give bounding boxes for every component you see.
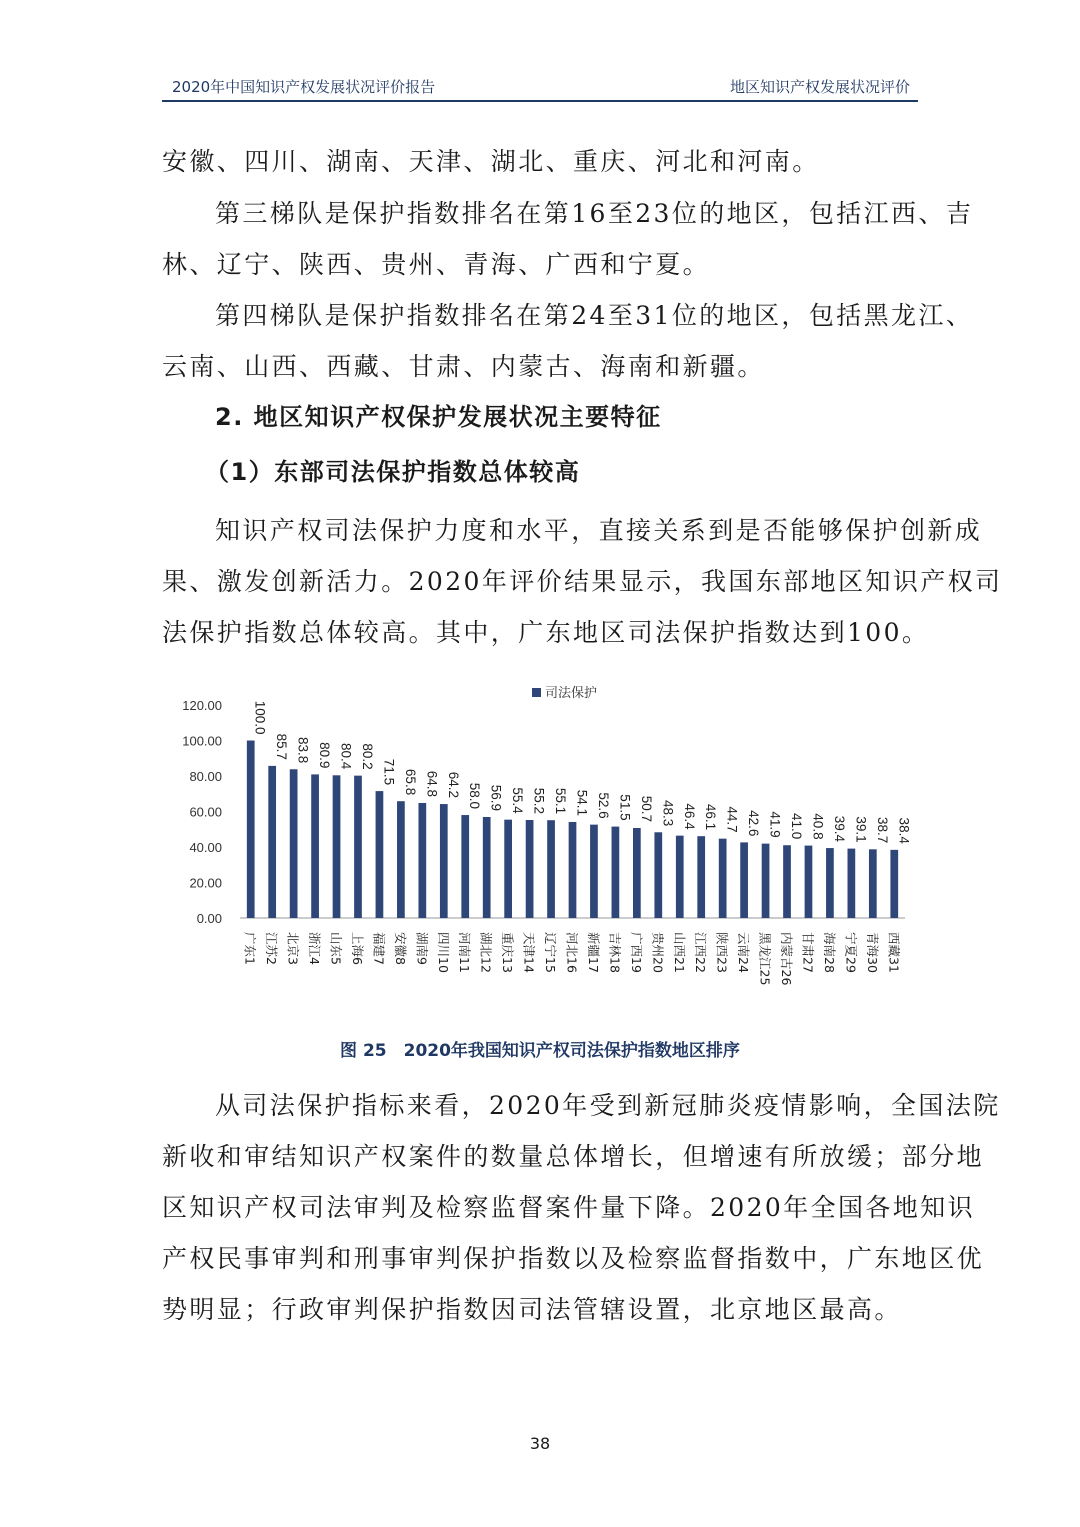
- category-label: 江西22: [693, 932, 709, 973]
- category-label: 内蒙古26: [779, 932, 795, 986]
- bar-value-label: 38.4: [896, 817, 912, 844]
- bar: [569, 822, 577, 918]
- bar-value-label: 64.8: [424, 770, 440, 797]
- bar: [526, 820, 534, 918]
- category-label: 西藏31: [886, 932, 902, 973]
- bar-value-label: 39.4: [831, 815, 847, 843]
- category-label: 山东5: [328, 932, 344, 965]
- bar: [890, 850, 898, 918]
- bar: [418, 803, 426, 918]
- category-label: 陕西23: [714, 932, 730, 973]
- y-tick-label: 80.00: [189, 769, 222, 784]
- category-label: 四川10: [435, 932, 451, 973]
- category-label: 黑龙江25: [757, 932, 773, 986]
- y-tick-label: 0.00: [196, 911, 222, 926]
- text-line: 果、激发创新活力。2020年评价结果显示，我国东部地区知识产权司: [162, 567, 1003, 596]
- y-tick-label: 40.00: [189, 840, 222, 855]
- text-line: 云南、山西、西藏、甘肃、内蒙古、海南和新疆。: [162, 352, 765, 381]
- category-label: 山西21: [671, 932, 687, 973]
- bar: [869, 849, 877, 918]
- bar-value-label: 64.2: [445, 771, 461, 799]
- bar: [290, 769, 298, 918]
- bar: [354, 776, 362, 918]
- bar: [612, 827, 620, 918]
- category-label: 江苏2: [264, 932, 280, 965]
- bar-value-label: 54.1: [574, 789, 590, 816]
- page-header: [162, 70, 918, 102]
- legend-label: 司法保护: [545, 686, 598, 701]
- header-section-title: 地区知识产权发展状况评价: [729, 78, 910, 96]
- section-heading: 2. 地区知识产权保护发展状况主要特征: [215, 403, 662, 431]
- bar-value-label: 41.9: [767, 811, 783, 838]
- bar: [504, 820, 512, 918]
- bar-value-label: 71.5: [381, 758, 397, 786]
- paragraph-tier4: [162, 290, 974, 392]
- text-line: 势明显；行政审判保护指数因司法管辖设置，北京地区最高。: [162, 1295, 902, 1324]
- bar: [633, 828, 641, 918]
- category-label: 河北16: [564, 932, 580, 973]
- y-tick-label: 60.00: [189, 804, 222, 820]
- bar-value-label: 55.4: [510, 787, 526, 814]
- category-label: 上海6: [349, 932, 365, 965]
- bar-value-label: 46.1: [703, 803, 719, 831]
- bar: [697, 836, 705, 918]
- bar: [376, 791, 384, 918]
- category-label: 广西19: [628, 932, 644, 973]
- bar-value-label: 41.0: [789, 812, 805, 840]
- paragraph-tier2-end: [162, 136, 922, 187]
- category-label: 甘肃27: [800, 932, 816, 973]
- bar: [268, 766, 276, 918]
- bar-value-label: 85.7: [274, 733, 290, 760]
- bar-value-label: 52.6: [595, 792, 611, 819]
- text-line: 区知识产权司法审判及检察监督案件量下降。2020年全国各地知识: [162, 1193, 976, 1222]
- bar-value-label: 50.7: [638, 795, 654, 823]
- bar-value-label: 46.4: [681, 803, 697, 830]
- y-tick-label: 20.00: [189, 875, 222, 891]
- bar: [783, 845, 791, 918]
- text-line: 第三梯队是保护指数排名在第16至23位的地区，包括江西、吉: [215, 199, 974, 228]
- bar-value-label: 38.7: [874, 817, 890, 844]
- category-label: 广东1: [242, 932, 258, 965]
- text-line: 安徽、四川、湖南、天津、湖北、重庆、河北和河南。: [162, 147, 820, 176]
- subsection-heading: （1）东部司法保护指数总体较高: [205, 458, 581, 486]
- bar-value-label: 83.8: [295, 736, 311, 764]
- category-label: 重庆13: [500, 932, 516, 973]
- bar-value-label: 65.8: [402, 768, 418, 796]
- bar: [826, 848, 834, 918]
- bar-value-label: 42.6: [746, 810, 762, 837]
- header-report-title: 2020年中国知识产权发展状况评价报告: [172, 78, 436, 96]
- bar: [397, 801, 405, 918]
- bar: [654, 832, 662, 918]
- bar-value-label: 56.9: [488, 784, 504, 812]
- category-label: 贵州20: [650, 932, 666, 973]
- bar: [762, 844, 770, 918]
- bar-value-label: 80.4: [338, 743, 354, 770]
- paragraph-judicial-analysis: [162, 1080, 1001, 1335]
- bar-value-label: 100.0: [252, 700, 268, 735]
- paragraph-judicial-intro: [162, 505, 1003, 658]
- bar: [590, 825, 598, 918]
- category-label: 安徽8: [392, 932, 408, 965]
- category-label: 宁夏29: [843, 932, 859, 973]
- y-tick-label: 100.00: [182, 733, 222, 749]
- bar: [483, 817, 491, 918]
- bar: [805, 846, 813, 918]
- category-label: 辽宁15: [543, 932, 559, 973]
- bar-value-label: 51.5: [617, 794, 633, 821]
- bar: [333, 775, 341, 918]
- y-tick-label: 120.00: [182, 698, 222, 713]
- bar-value-label: 80.2: [359, 743, 375, 770]
- bar: [547, 820, 555, 918]
- category-label: 天津14: [521, 932, 537, 973]
- bar: [719, 839, 727, 918]
- bar-value-label: 58.0: [467, 782, 483, 810]
- page-number: 38: [529, 1434, 551, 1453]
- text-line: 法保护指数总体较高。其中，广东地区司法保护指数达到100。: [162, 618, 930, 647]
- bar: [740, 842, 748, 918]
- category-label: 浙江4: [307, 932, 323, 965]
- category-label: 湖南9: [414, 932, 430, 965]
- category-label: 青海30: [864, 932, 880, 973]
- bar-value-label: 39.1: [853, 816, 869, 843]
- bar: [440, 804, 448, 918]
- bar-value-label: 80.9: [317, 742, 333, 769]
- bar-value-label: 55.2: [531, 787, 547, 815]
- text-line: 产权民事审判和刑事审判保护指数以及检察监督指数中，广东地区优: [162, 1244, 985, 1273]
- bar: [848, 849, 856, 918]
- judicial-protection-bar-chart: [160, 672, 920, 1002]
- text-line: 林、辽宁、陕西、贵州、青海、广西和宁夏。: [162, 250, 711, 279]
- text-line: 知识产权司法保护力度和水平，直接关系到是否能够保护创新成: [215, 516, 983, 545]
- category-label: 海南28: [821, 932, 837, 973]
- category-label: 河南11: [457, 932, 473, 973]
- bar: [311, 774, 319, 918]
- bar-value-label: 40.8: [810, 813, 826, 840]
- category-label: 吉林18: [607, 932, 623, 973]
- category-label: 新疆17: [585, 932, 601, 973]
- text-line: 从司法保护指标来看，2020年受到新冠肺炎疫情影响，全国法院: [215, 1091, 1001, 1120]
- text-line: 新收和审结知识产权案件的数量总体增长，但增速有所放缓；部分地: [162, 1142, 985, 1171]
- bar: [461, 815, 469, 918]
- legend-swatch: [532, 688, 541, 697]
- category-label: 云南24: [736, 932, 752, 973]
- category-label: 福建7: [371, 932, 387, 965]
- category-label: 湖北12: [478, 932, 494, 973]
- text-line: 第四梯队是保护指数排名在第24至31位的地区，包括黑龙江、: [215, 301, 974, 330]
- paragraph-tier3: [162, 188, 974, 290]
- category-label: 北京3: [285, 932, 301, 965]
- bar: [247, 741, 255, 919]
- bar-value-label: 44.7: [724, 806, 740, 833]
- figure-caption: 图 25 2020年我国知识产权司法保护指数地区排序: [340, 1041, 740, 1061]
- bar-value-label: 48.3: [660, 799, 676, 827]
- bar-value-label: 55.1: [553, 787, 569, 815]
- bar: [676, 836, 684, 918]
